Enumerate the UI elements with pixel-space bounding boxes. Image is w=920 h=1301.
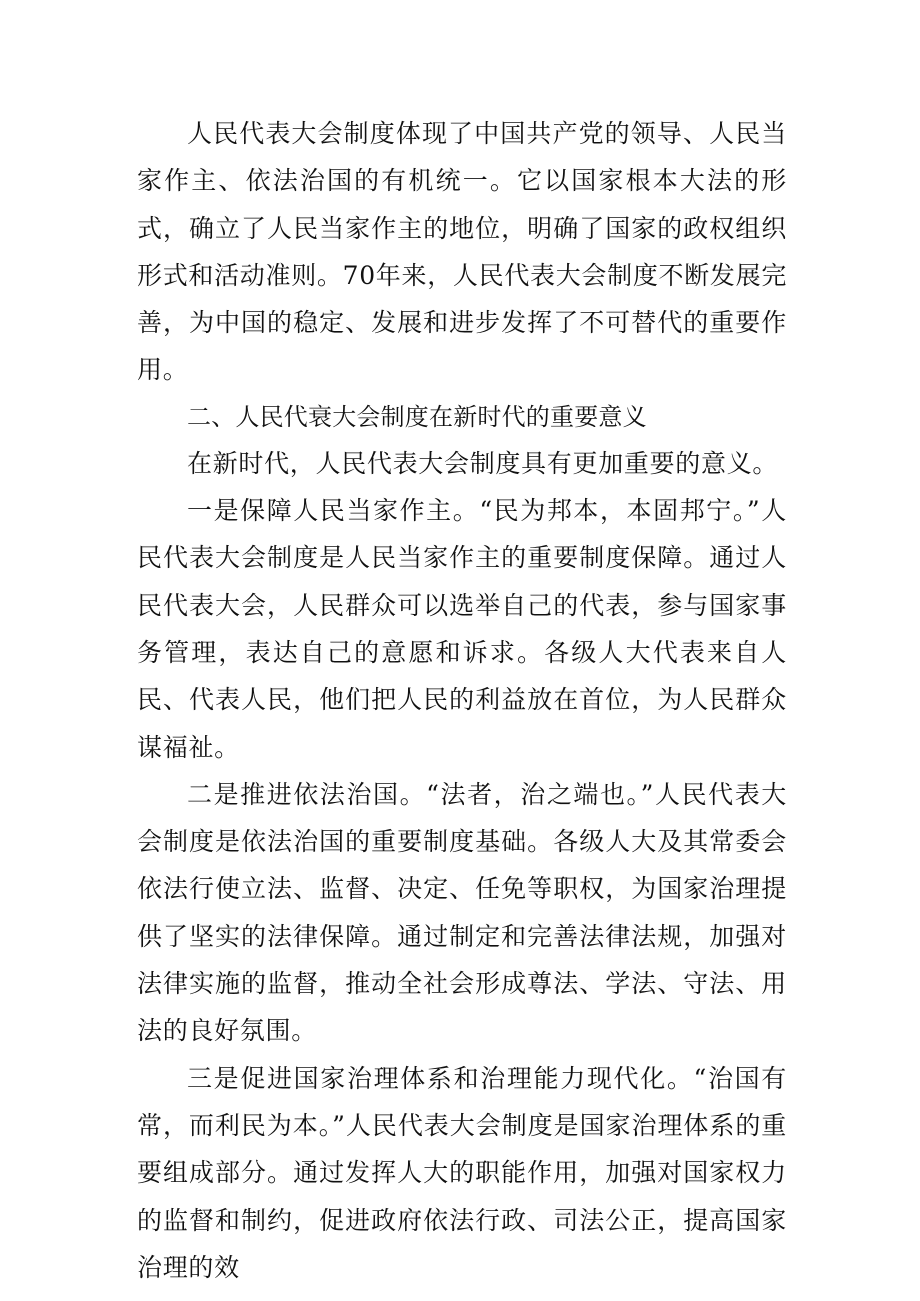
section-heading: 二、人民代衰大会制度在新时代的重要意义	[187, 402, 647, 431]
document-body	[137, 110, 787, 1291]
paragraph-section-intro: 在新时代，人民代表大会制度具有更加重要的意义。	[187, 448, 779, 478]
paragraph-point-two: 二是推进依法治国。“法者，治之端也。”人民代表大会制度是依法治国的重要制度基础。各级人大及其常委会依法行使立法、监督、决定、任免等职权，为国家治理提供了坚实的法律保障。通过制定和完善法律法规，加强对法律实施的监督，推动全社会形成尊法、学法、守法、用法的良好氛围。	[137, 779, 787, 1046]
paragraph-npc-system-overview: 人民代表大会制度体现了中国共产党的领导、人民当家作主、依法治国的有机统一。它以国家根本大法的形式，确立了人民当家作主的地位，明确了国家的政权组织形式和活动准则。70年来，人民代表大会制度不断发展完善，为中国的稳定、发展和进步发挥了不可替代的重要作用。	[137, 119, 788, 385]
paragraph-point-three: 三是促进国家治理体系和治理能力现代化。“治国有常，而利民为本。”人民代表大会制度是国家治理体系的重要组成部分。通过发挥人大的职能作用，加强对国家权力的监督和制约，促进政府依法行政、司法公正，提高国家治理的效	[137, 1063, 787, 1282]
paragraph-point-one: 一是保障人民当家作主。“民为邦本，本固邦宁。”人民代表大会制度是人民当家作主的重要制度保障。通过人民代表大会，人民群众可以选举自己的代表，参与国家事务管理，表达自己的意愿和诉求。各级人大代表来自人民、代表人民，他们把人民的利益放在首位，为人民群众谋福祉。	[137, 496, 787, 762]
